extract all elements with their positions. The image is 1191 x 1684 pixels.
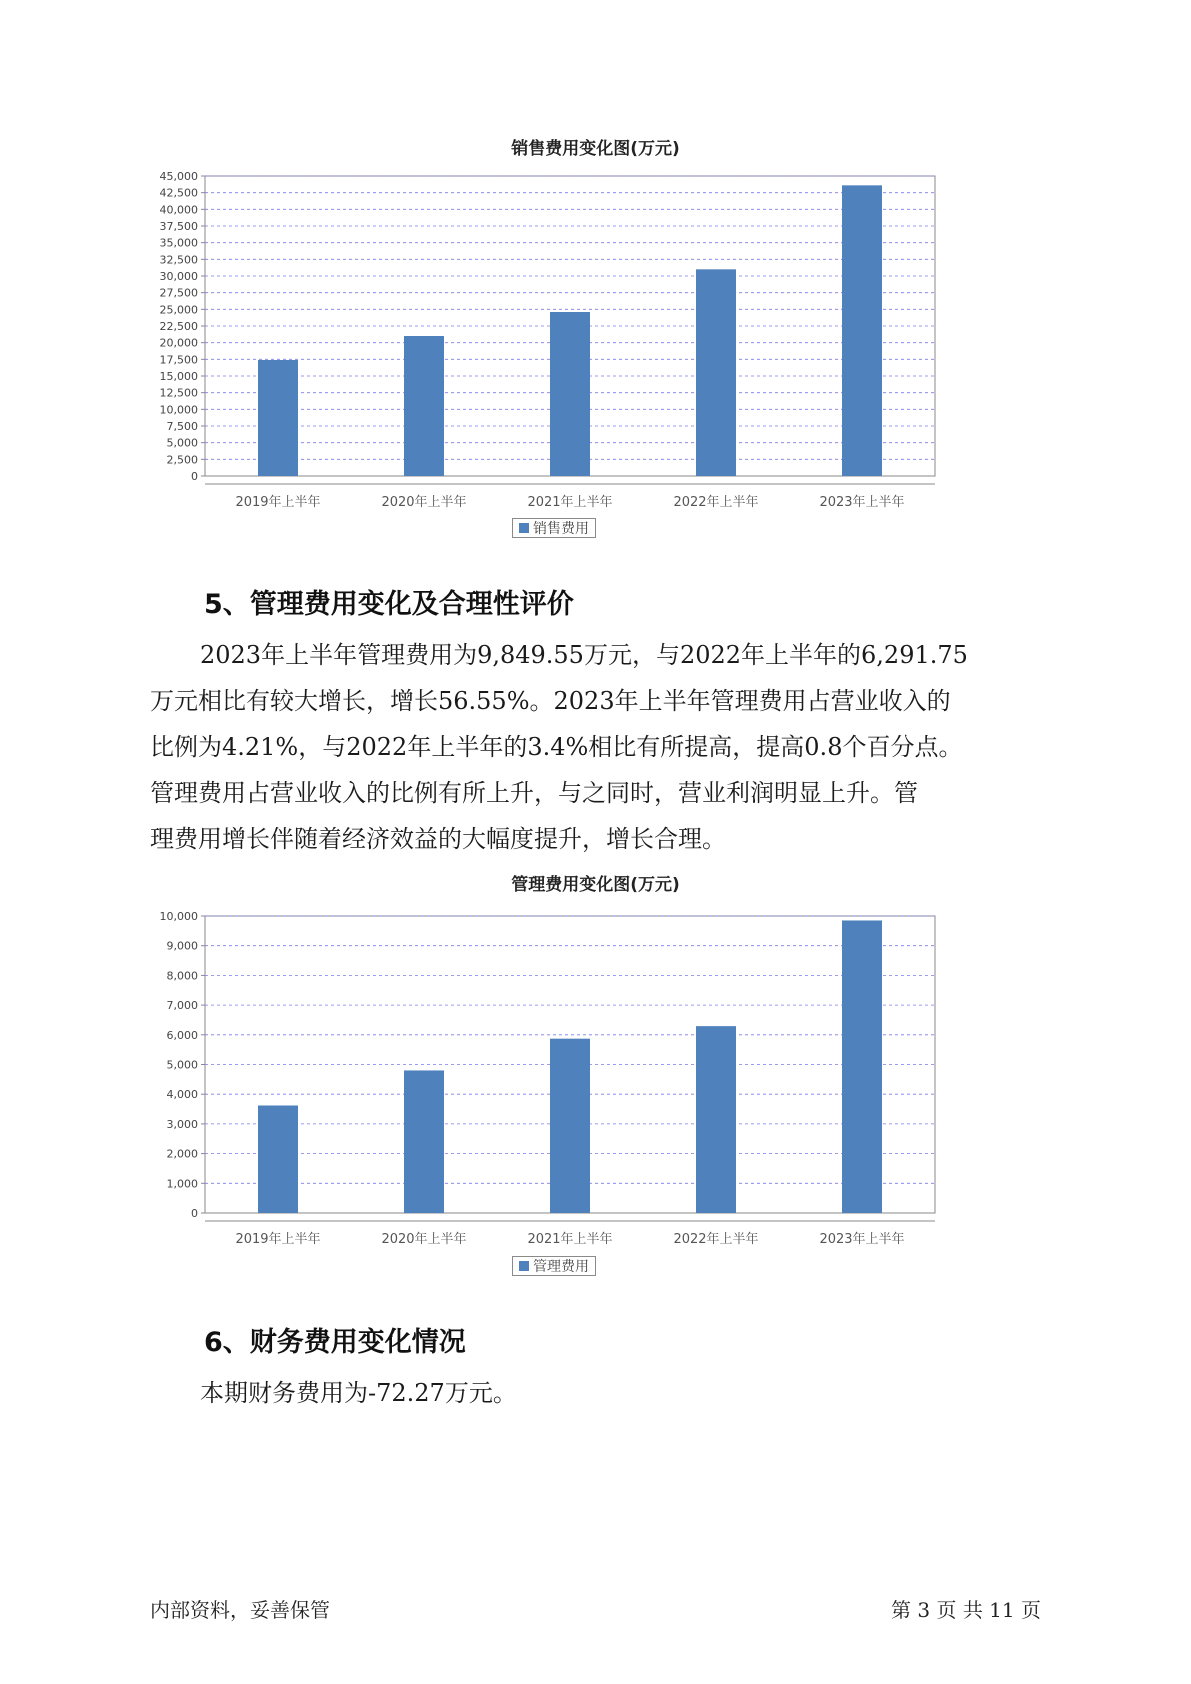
x-tick-label: 2019年上半年 (235, 1232, 321, 1247)
y-tick-label: 2,500 (166, 453, 198, 467)
paragraph-line: 理费用增长伴随着经济效益的大幅度提升，增长合理。 (150, 825, 726, 853)
paragraph-line: 万元相比有较大增长，增长56.55%。2023年上半年管理费用占营业收入的 (150, 687, 951, 715)
footer-confidential-note: 内部资料，妥善保管 (150, 1598, 330, 1622)
y-tick-label: 35,000 (159, 236, 198, 250)
legend-label: 销售费用 (533, 521, 589, 537)
bar (404, 1070, 444, 1213)
y-tick-label: 7,000 (166, 999, 198, 1013)
x-tick-label: 2023年上半年 (819, 495, 905, 510)
y-tick-label: 27,500 (159, 286, 198, 300)
y-tick-label: 10,000 (159, 403, 198, 417)
y-tick-label: 37,500 (159, 220, 198, 233)
y-tick-label: 40,000 (159, 203, 198, 217)
y-tick-label: 5,000 (166, 1058, 198, 1072)
chart-title-admin-expense: 管理费用变化图(万元) (511, 875, 680, 895)
x-tick-label: 2023年上半年 (819, 1232, 905, 1247)
footer-page-number: 第 3 页 共 11 页 (891, 1598, 1041, 1622)
paragraph-line: 2023年上半年管理费用为9,849.55万元，与2022年上半年的6,291.75 (200, 641, 968, 669)
y-tick-label: 8,000 (166, 969, 198, 983)
bar (550, 1039, 590, 1213)
chart-title-selling-expense: 销售费用变化图(万元) (511, 139, 680, 159)
paragraph-line: 本期财务费用为-72.27万元。 (200, 1379, 517, 1407)
legend-label: 管理费用 (533, 1259, 589, 1275)
bar (258, 1105, 298, 1213)
x-tick-label: 2021年上半年 (527, 1232, 613, 1247)
y-tick-label: 45,000 (159, 170, 198, 183)
y-tick-label: 4,000 (166, 1088, 198, 1102)
chart-legend-admin-expense (512, 1256, 596, 1276)
y-tick-label: 2,000 (166, 1147, 198, 1161)
legend-swatch (519, 1261, 529, 1271)
bar (696, 1026, 736, 1213)
paragraph-line: 管理费用占营业收入的比例有所上升，与之同时，营业利润明显上升。管 (150, 779, 918, 807)
y-tick-label: 12,500 (159, 386, 198, 400)
x-tick-label: 2022年上半年 (673, 495, 759, 510)
y-tick-label: 42,500 (159, 186, 198, 200)
y-tick-label: 10,000 (159, 910, 198, 923)
x-tick-label: 2020年上半年 (381, 495, 467, 510)
bar (842, 920, 882, 1213)
y-tick-label: 25,000 (159, 303, 198, 317)
x-tick-label: 2019年上半年 (235, 495, 321, 510)
x-tick-label: 2020年上半年 (381, 1232, 467, 1247)
y-tick-label: 30,000 (159, 270, 198, 283)
y-tick-label: 5,000 (166, 436, 198, 450)
x-tick-label: 2022年上半年 (673, 1232, 759, 1247)
y-tick-label: 7,500 (166, 420, 198, 433)
y-tick-label: 17,500 (159, 353, 198, 367)
y-tick-label: 3,000 (166, 1117, 198, 1131)
y-tick-label: 9,000 (166, 939, 198, 953)
section-5-heading: 5、管理费用变化及合理性评价 (204, 589, 574, 620)
paragraph-line: 比例为4.21%，与2022年上半年的3.4%相比有所提高，提高0.8个百分点。 (150, 733, 963, 761)
y-tick-label: 22,500 (159, 320, 198, 333)
y-tick-label: 0 (191, 470, 198, 483)
y-tick-label: 0 (191, 1207, 198, 1220)
y-tick-label: 1,000 (166, 1177, 198, 1191)
y-tick-label: 15,000 (159, 370, 198, 383)
section-6-paragraph (150, 1370, 1050, 1416)
y-tick-label: 20,000 (159, 336, 198, 350)
y-tick-label: 6,000 (166, 1028, 198, 1042)
section-6-heading: 6、财务费用变化情况 (204, 1327, 466, 1358)
y-tick-label: 32,500 (159, 253, 198, 267)
x-tick-label: 2021年上半年 (527, 495, 613, 510)
